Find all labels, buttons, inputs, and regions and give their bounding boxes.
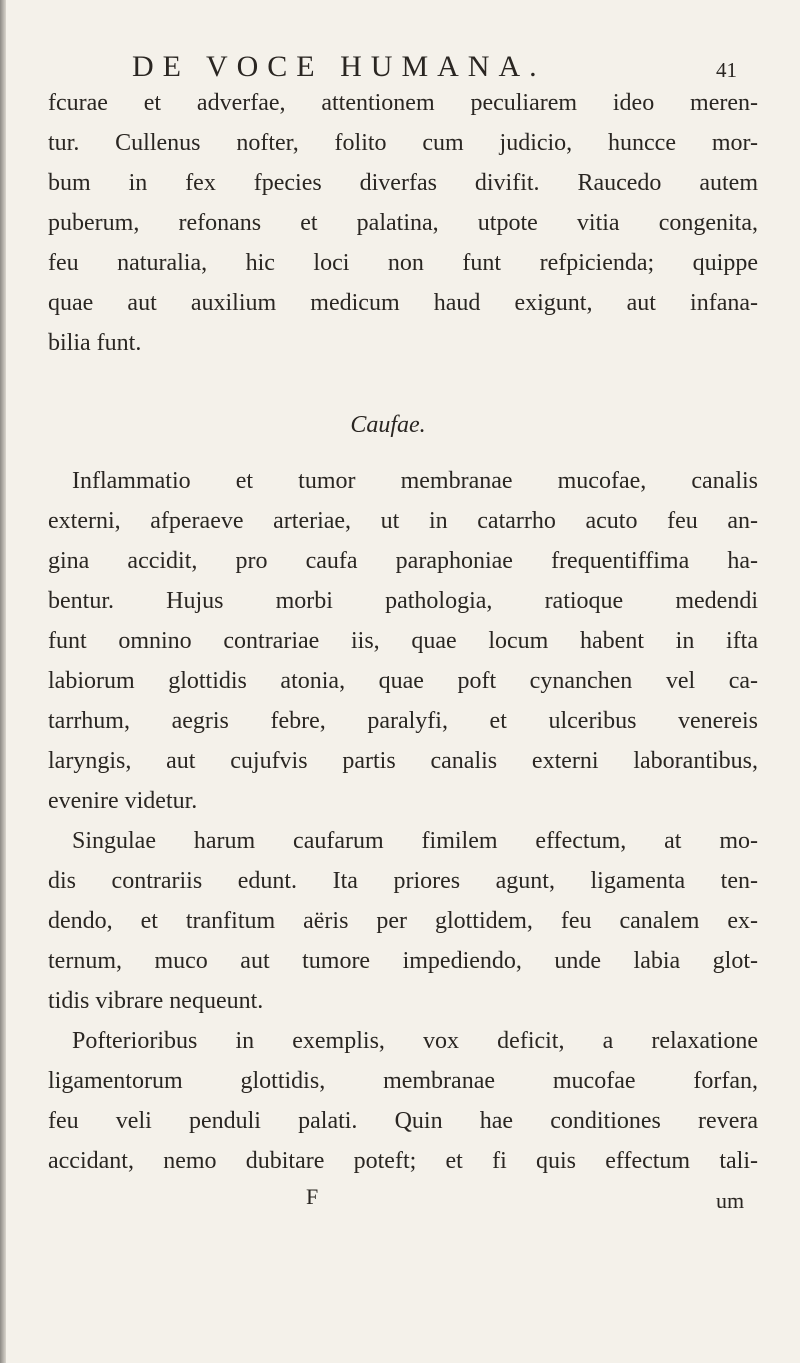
text-line: tur. Cullenus nofter, folito cum judicio, huncce mor-: [48, 130, 758, 156]
text-line: funt omnino contrariae iis, quae locum habent in ifta: [48, 628, 758, 654]
text-line: gina accidit, pro caufa paraphoniae frequentiffima ha-: [48, 548, 758, 574]
text-line: externi, afperaeve arteriae, ut in catarrho acuto feu an-: [48, 508, 758, 534]
text-line: ternum, muco aut tumore impediendo, unde labia glot-: [48, 948, 758, 974]
text-line: dis contrariis edunt. Ita priores agunt, ligamenta ten-: [48, 868, 758, 894]
running-header: [132, 50, 737, 84]
text-line: bilia funt.: [48, 330, 142, 356]
text-line: laryngis, aut cujufvis partis canalis externi laborantibus,: [48, 748, 758, 774]
signature-mark: F: [306, 1184, 319, 1209]
text-line: evenire videtur.: [48, 788, 198, 814]
section-heading: Caufae.: [350, 412, 426, 438]
text-line: tidis vibrare nequeunt.: [48, 988, 264, 1014]
text-line: Inflammatio et tumor membranae mucofae, canalis: [72, 468, 758, 494]
catchword: um: [716, 1188, 745, 1213]
text-line: feu veli penduli palati. Quin hae conditiones revera: [48, 1108, 758, 1134]
text-line: quae aut auxilium medicum haud exigunt, aut infana-: [48, 290, 758, 316]
text-line: Singulae harum caufarum fimilem effectum, at mo-: [72, 828, 758, 854]
text-line: fcurae et adverfae, attentionem peculiarem ideo meren-: [48, 90, 758, 116]
text-line: tarrhum, aegris febre, paralyfi, et ulceribus venereis: [48, 708, 758, 734]
page-binding-edge: [0, 0, 6, 1363]
text-line: bentur. Hujus morbi pathologia, ratioque medendi: [48, 588, 758, 614]
running-title: DE VOCE HUMANA.: [132, 50, 546, 83]
text-line: ligamentorum glottidis, membranae mucofae forfan,: [48, 1068, 758, 1094]
text-line: puberum, refonans et palatina, utpote vitia congenita,: [48, 210, 758, 236]
text-line: dendo, et tranfitum aëris per glottidem, feu canalem ex-: [48, 908, 758, 934]
text-line: accidant, nemo dubitare poteft; et fi quis effectum tali-: [48, 1148, 758, 1174]
text-line: bum in fex fpecies diverfas divifit. Raucedo autem: [48, 170, 758, 196]
text-line: feu naturalia, hic loci non funt refpicienda; quippe: [48, 250, 758, 276]
text-line: labiorum glottidis atonia, quae poft cynanchen vel ca-: [48, 668, 758, 694]
text-line: Pofterioribus in exemplis, vox deficit, a relaxatione: [72, 1028, 758, 1054]
page-number: 41: [716, 58, 737, 82]
